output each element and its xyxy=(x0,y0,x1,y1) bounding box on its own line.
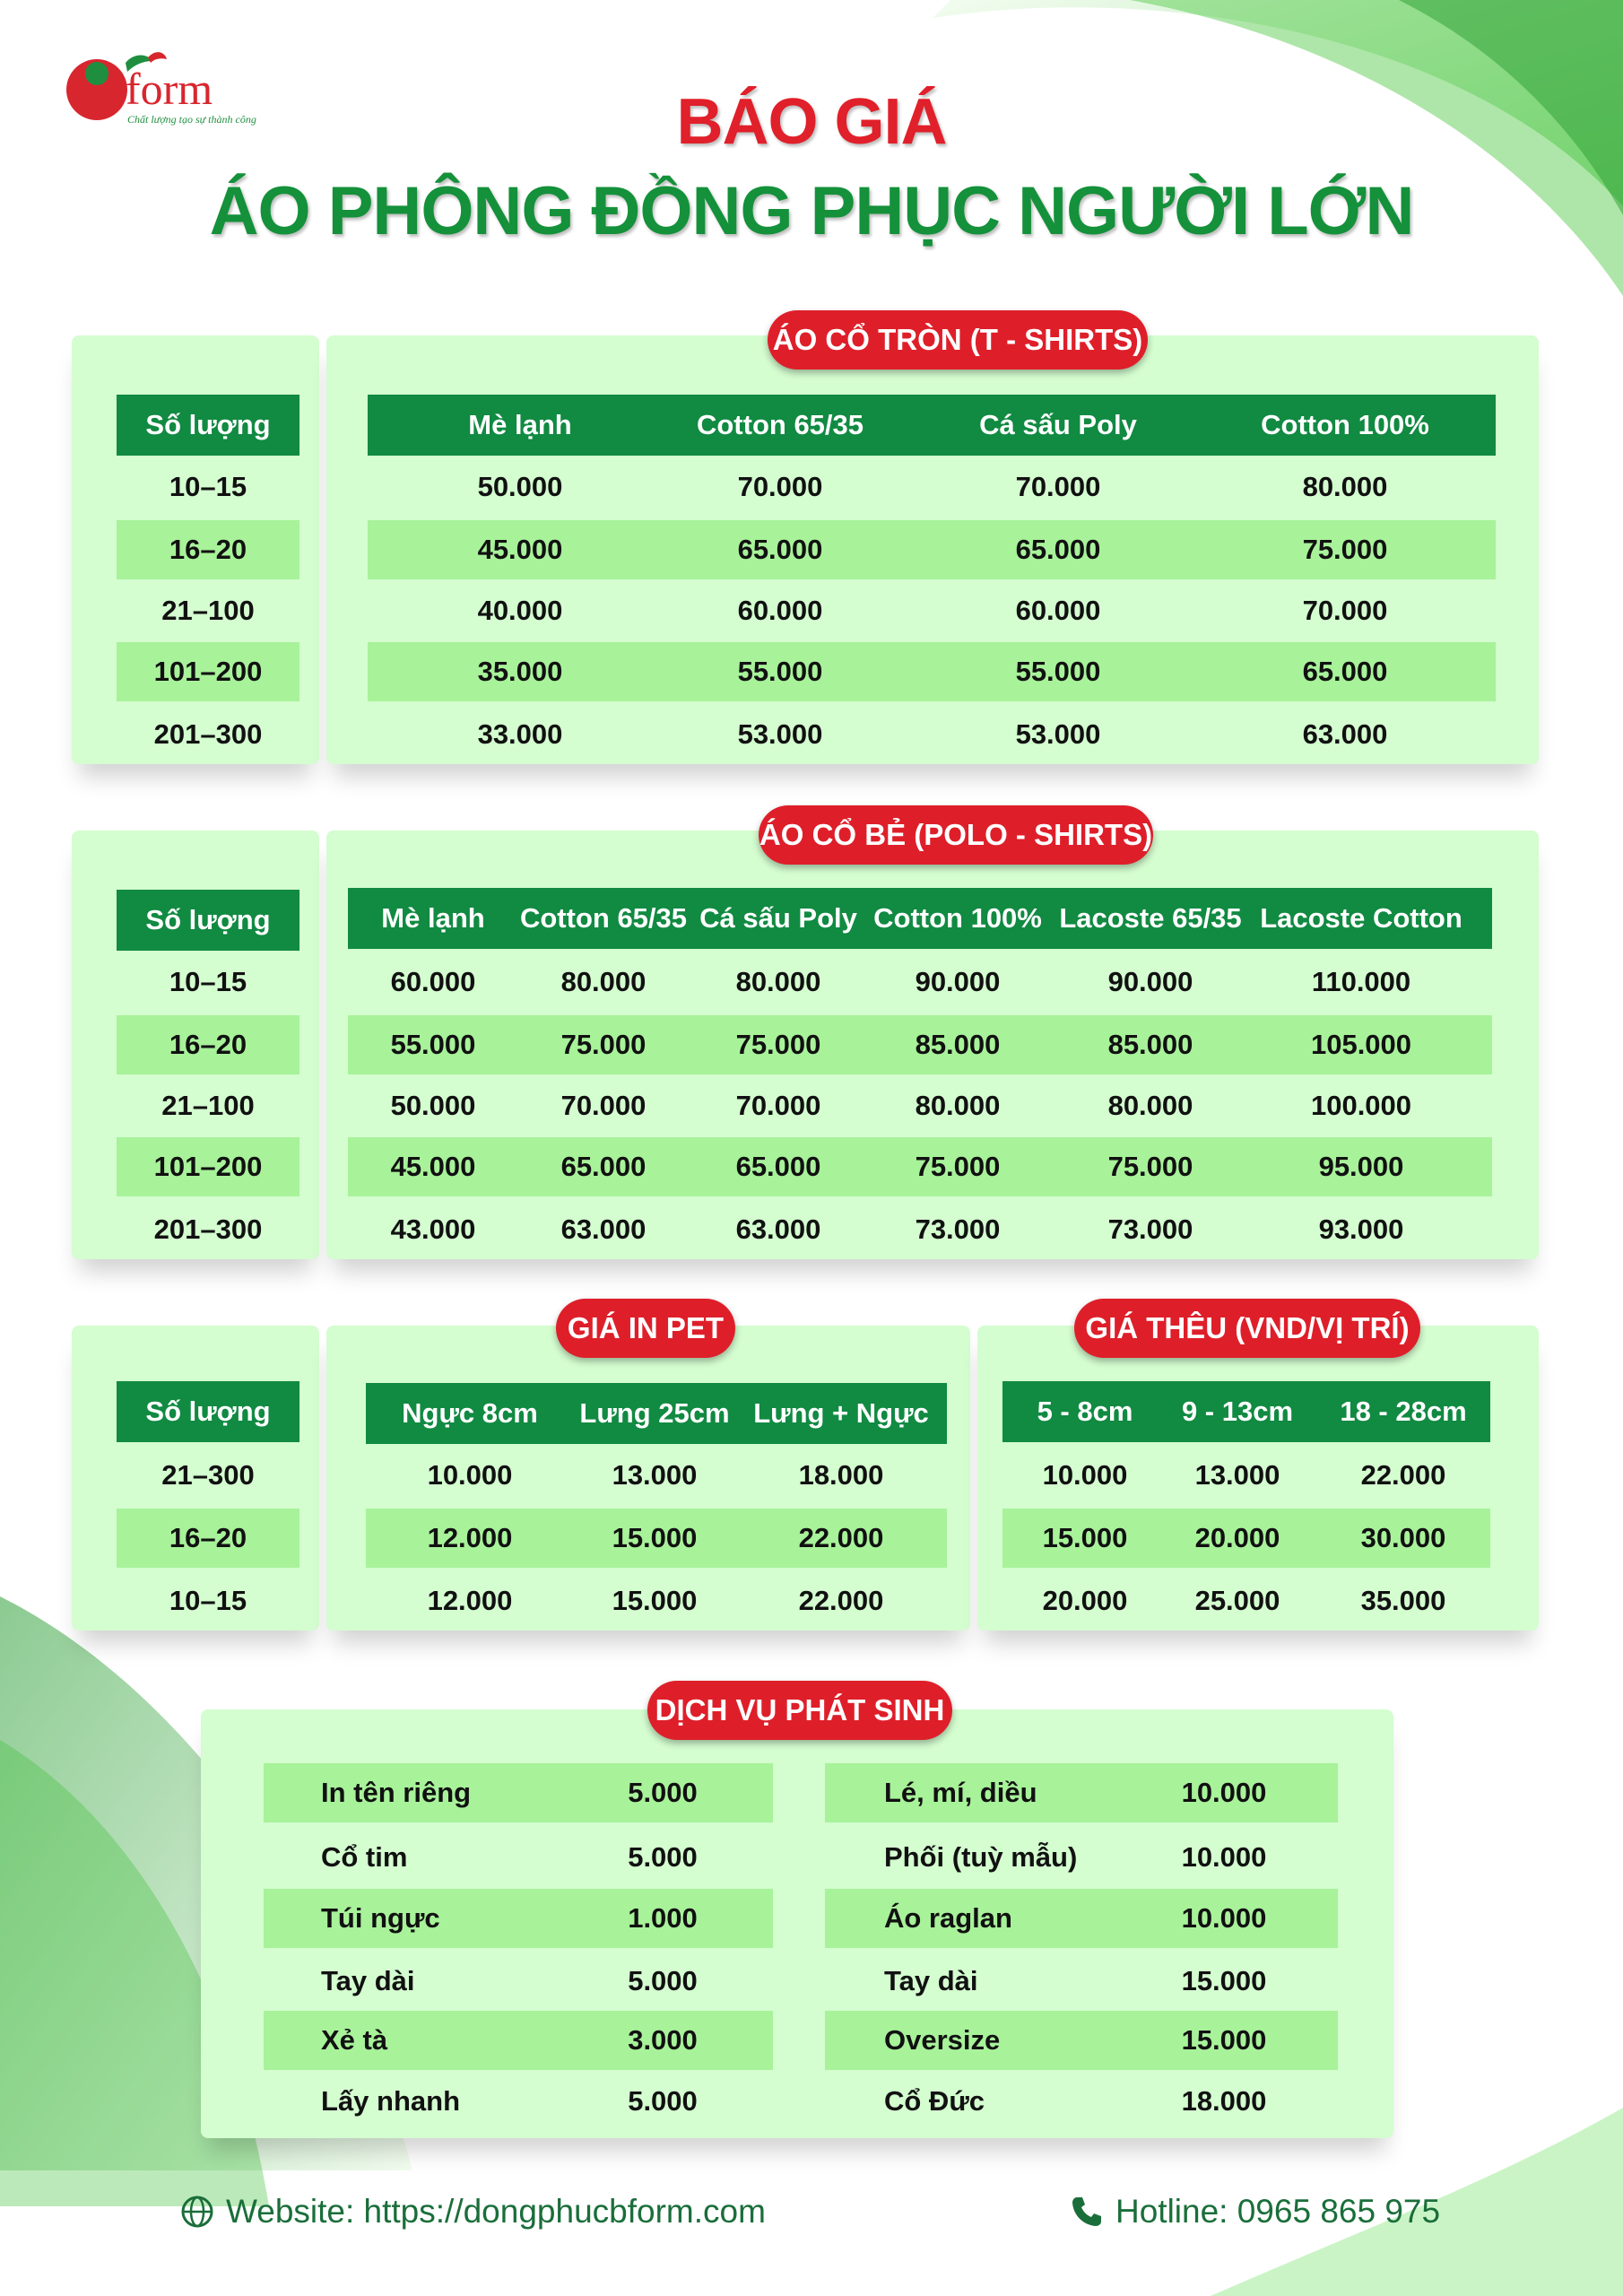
pet-price-row xyxy=(366,1446,947,1505)
pet-col-header: Lưng 25cm xyxy=(579,1397,730,1429)
qty-value: 21–100 xyxy=(161,595,255,626)
price-cell: 50.000 xyxy=(477,471,563,502)
price-cell: 63.000 xyxy=(560,1213,647,1245)
service-row-right xyxy=(825,1952,1338,2011)
tshirt-qty-row xyxy=(117,520,299,579)
price-cell: 43.000 xyxy=(390,1213,476,1245)
service-name: Túi ngực xyxy=(321,1902,440,1934)
polo-qty-header xyxy=(117,890,299,951)
logo-text: form xyxy=(126,64,213,114)
price-cell: 80.000 xyxy=(1107,1090,1193,1121)
price-cell: 105.000 xyxy=(1310,1029,1412,1060)
polo-col-header: Cotton 100% xyxy=(873,902,1042,934)
price-cell: 13.000 xyxy=(612,1459,698,1491)
embroidery-section-label: GIÁ THÊU (VND/VỊ TRÍ) xyxy=(1074,1299,1420,1358)
price-cell: 65.000 xyxy=(1015,534,1101,565)
price-cell: 15.000 xyxy=(612,1522,698,1553)
service-name: Xẻ tà xyxy=(321,2024,388,2056)
price-cell: 90.000 xyxy=(1107,966,1193,997)
pet-qty-row xyxy=(117,1446,299,1505)
service-price: 10.000 xyxy=(1181,1841,1267,1873)
service-price: 5.000 xyxy=(628,2085,698,2117)
price-cell: 70.000 xyxy=(1015,471,1101,502)
globe-icon xyxy=(179,2194,215,2230)
qty-value: 21–300 xyxy=(161,1459,255,1491)
hotline-number[interactable]: Hotline: 0965 865 975 xyxy=(1115,2193,1441,2230)
service-price: 5.000 xyxy=(628,1841,698,1873)
service-name: Lé, mí, diều xyxy=(884,1777,1037,1808)
tshirt-price-row xyxy=(368,705,1496,764)
service-name: In tên riêng xyxy=(321,1777,472,1808)
price-cell: 40.000 xyxy=(477,595,563,626)
price-cell: 65.000 xyxy=(735,1151,821,1182)
service-name: Oversize xyxy=(884,2024,1001,2056)
tshirt-qty-row xyxy=(117,642,299,701)
qty-value: 201–300 xyxy=(153,718,263,750)
tshirt-price-row xyxy=(368,642,1496,701)
qty-value: 10–15 xyxy=(169,1585,247,1616)
service-name: Lấy nhanh xyxy=(321,2085,461,2117)
price-cell: 95.000 xyxy=(1318,1151,1404,1182)
price-cell: 60.000 xyxy=(390,966,476,997)
price-cell: 15.000 xyxy=(612,1585,698,1616)
embroidery-price-row xyxy=(1002,1571,1490,1631)
service-row-left xyxy=(264,2011,773,2070)
price-cell: 45.000 xyxy=(390,1151,476,1182)
price-cell: 85.000 xyxy=(1107,1029,1193,1060)
qty-value: 201–300 xyxy=(153,1213,263,1245)
price-cell: 15.000 xyxy=(1042,1522,1128,1553)
price-cell: 45.000 xyxy=(477,534,563,565)
price-cell: 60.000 xyxy=(737,595,823,626)
service-name: Cổ Đức xyxy=(884,2085,985,2117)
service-price: 10.000 xyxy=(1181,1902,1267,1934)
service-row-right xyxy=(825,2072,1338,2131)
price-cell: 93.000 xyxy=(1318,1213,1404,1245)
service-row-right xyxy=(825,1889,1338,1948)
polo-col-header: Cá sấu Poly xyxy=(699,902,857,934)
tshirt-col-header: Cotton 65/35 xyxy=(696,409,864,440)
tshirt-qty-row xyxy=(117,457,299,517)
tshirt-col-header: Mè lạnh xyxy=(468,409,572,440)
price-cell: 25.000 xyxy=(1194,1585,1280,1616)
price-cell: 35.000 xyxy=(477,656,563,687)
price-cell: 70.000 xyxy=(1302,595,1388,626)
service-row-left xyxy=(264,1952,773,2011)
price-cell: 22.000 xyxy=(798,1585,884,1616)
service-price: 15.000 xyxy=(1181,1965,1267,1996)
price-cell: 53.000 xyxy=(1015,718,1101,750)
price-cell: 12.000 xyxy=(427,1522,513,1553)
qty-value: 10–15 xyxy=(169,471,247,502)
qty-value: 21–100 xyxy=(161,1090,255,1121)
qty-value: 101–200 xyxy=(153,656,263,687)
service-name: Tay dài xyxy=(321,1965,415,1996)
service-price: 18.000 xyxy=(1181,2085,1267,2117)
price-cell: 75.000 xyxy=(1107,1151,1193,1182)
price-cell: 65.000 xyxy=(1302,656,1388,687)
price-cell: 75.000 xyxy=(1302,534,1388,565)
polo-qty-row xyxy=(117,952,299,1012)
phone-icon xyxy=(1069,2194,1105,2230)
pet-col-header: Lưng + Ngực xyxy=(753,1397,929,1429)
polo-section-label: ÁO CỔ BẺ (POLO - SHIRTS) xyxy=(759,805,1153,865)
tshirt-table-header xyxy=(368,395,1496,456)
polo-table-header xyxy=(348,888,1492,949)
website-link[interactable]: Website: https://dongphucbform.com xyxy=(226,2193,766,2230)
qty-value: 16–20 xyxy=(169,1522,247,1553)
service-row-right xyxy=(825,2011,1338,2070)
service-row-left xyxy=(264,2072,773,2131)
tshirt-col-header: Cá sấu Poly xyxy=(979,409,1137,440)
price-cell: 70.000 xyxy=(737,471,823,502)
price-cell: 80.000 xyxy=(1302,471,1388,502)
tshirt-col-header: Cotton 100% xyxy=(1261,409,1429,440)
pet-price-row xyxy=(366,1509,947,1568)
embroidery-col-header: 18 - 28cm xyxy=(1340,1396,1467,1427)
pet-qty-row xyxy=(117,1571,299,1631)
price-cell: 10.000 xyxy=(427,1459,513,1491)
polo-col-header: Cotton 65/35 xyxy=(519,902,688,934)
price-cell: 75.000 xyxy=(915,1151,1001,1182)
price-cell: 55.000 xyxy=(737,656,823,687)
qty-value: 10–15 xyxy=(169,966,247,997)
tshirt-qty-header xyxy=(117,395,299,456)
qty-header-label: Số lượng xyxy=(145,1396,271,1427)
logo-tagline: Chất lượng tạo sự thành công xyxy=(127,113,256,126)
polo-qty-row xyxy=(117,1015,299,1074)
tshirt-price-row xyxy=(368,520,1496,579)
service-price: 15.000 xyxy=(1181,2024,1267,2056)
price-cell: 10.000 xyxy=(1042,1459,1128,1491)
price-cell: 50.000 xyxy=(390,1090,476,1121)
price-cell: 73.000 xyxy=(915,1213,1001,1245)
page-title-line1: BÁO GIÁ xyxy=(676,86,947,158)
price-cell: 65.000 xyxy=(560,1151,647,1182)
polo-qty-row xyxy=(117,1076,299,1135)
service-row-left xyxy=(264,1763,773,1822)
polo-qty-row xyxy=(117,1137,299,1196)
price-cell: 55.000 xyxy=(390,1029,476,1060)
qty-header-label: Số lượng xyxy=(145,904,271,935)
price-cell: 20.000 xyxy=(1194,1522,1280,1553)
tshirt-section-label: ÁO CỔ TRÒN (T - SHIRTS) xyxy=(768,310,1148,370)
service-name: Phối (tuỳ mẫu) xyxy=(884,1841,1078,1873)
embroidery-price-row xyxy=(1002,1509,1490,1568)
pet-table-header xyxy=(366,1383,947,1444)
price-cell: 60.000 xyxy=(1015,595,1101,626)
qty-value: 16–20 xyxy=(169,534,247,565)
polo-qty-row xyxy=(117,1200,299,1259)
polo-price-row xyxy=(348,1015,1492,1074)
service-row-right xyxy=(825,1828,1338,1887)
embroidery-price-row xyxy=(1002,1446,1490,1505)
footer-website[interactable] xyxy=(179,2193,766,2231)
price-cell: 22.000 xyxy=(798,1522,884,1553)
qty-value: 101–200 xyxy=(153,1151,263,1182)
tshirt-price-row xyxy=(368,457,1496,517)
service-price: 10.000 xyxy=(1181,1777,1267,1808)
price-cell: 53.000 xyxy=(737,718,823,750)
price-cell: 80.000 xyxy=(735,966,821,997)
polo-price-row xyxy=(348,1137,1492,1196)
service-name: Cổ tim xyxy=(321,1841,408,1873)
price-cell: 85.000 xyxy=(915,1029,1001,1060)
price-cell: 100.000 xyxy=(1310,1090,1412,1121)
tshirt-qty-row xyxy=(117,705,299,764)
service-price: 3.000 xyxy=(628,2024,698,2056)
page-title-line2: ÁO PHÔNG ĐỒNG PHỤC NGƯỜI LỚN xyxy=(209,173,1414,249)
service-row-left xyxy=(264,1889,773,1948)
price-cell: 65.000 xyxy=(737,534,823,565)
tshirt-price-row xyxy=(368,581,1496,640)
polo-col-header: Lacoste 65/35 xyxy=(1059,902,1242,934)
price-cell: 73.000 xyxy=(1107,1213,1193,1245)
service-price: 5.000 xyxy=(628,1965,698,1996)
tshirt-qty-row xyxy=(117,581,299,640)
price-cell: 55.000 xyxy=(1015,656,1101,687)
service-name: Áo raglan xyxy=(884,1902,1012,1934)
service-name: Tay dài xyxy=(884,1965,978,1996)
service-price: 1.000 xyxy=(628,1902,698,1934)
qty-value: 16–20 xyxy=(169,1029,247,1060)
price-cell: 70.000 xyxy=(735,1090,821,1121)
price-cell: 80.000 xyxy=(915,1090,1001,1121)
pet-qty-row xyxy=(117,1509,299,1568)
price-cell: 33.000 xyxy=(477,718,563,750)
polo-col-header: Lacoste Cotton xyxy=(1260,902,1462,934)
service-row-right xyxy=(825,1763,1338,1822)
services-section-label: DỊCH VỤ PHÁT SINH xyxy=(647,1681,952,1740)
price-cell: 18.000 xyxy=(798,1459,884,1491)
pet-price-row xyxy=(366,1571,947,1631)
price-cell: 70.000 xyxy=(560,1090,647,1121)
price-cell: 63.000 xyxy=(735,1213,821,1245)
price-cell: 30.000 xyxy=(1360,1522,1446,1553)
price-cell: 63.000 xyxy=(1302,718,1388,750)
price-cell: 12.000 xyxy=(427,1585,513,1616)
service-price: 5.000 xyxy=(628,1777,698,1808)
polo-price-row xyxy=(348,1076,1492,1135)
pet-col-header: Ngực 8cm xyxy=(402,1397,538,1429)
price-cell: 20.000 xyxy=(1042,1585,1128,1616)
price-cell: 22.000 xyxy=(1360,1459,1446,1491)
polo-price-row xyxy=(348,1200,1492,1259)
polo-price-row xyxy=(348,952,1492,1012)
pet-qty-header xyxy=(117,1381,299,1442)
price-cell: 75.000 xyxy=(560,1029,647,1060)
qty-header-label: Số lượng xyxy=(145,409,271,440)
footer-hotline[interactable] xyxy=(1069,2193,1440,2231)
service-row-left xyxy=(264,1828,773,1887)
pet-section-label: GIÁ IN PET xyxy=(556,1299,735,1358)
price-cell: 75.000 xyxy=(735,1029,821,1060)
embroidery-col-header: 9 - 13cm xyxy=(1181,1396,1294,1427)
embroidery-table-header xyxy=(1002,1381,1490,1442)
price-cell: 90.000 xyxy=(915,966,1001,997)
polo-col-header: Mè lạnh xyxy=(381,902,485,934)
price-cell: 80.000 xyxy=(560,966,647,997)
price-cell: 35.000 xyxy=(1360,1585,1446,1616)
embroidery-col-header: 5 - 8cm xyxy=(1037,1396,1133,1427)
price-cell: 13.000 xyxy=(1194,1459,1280,1491)
price-cell: 110.000 xyxy=(1311,966,1411,997)
